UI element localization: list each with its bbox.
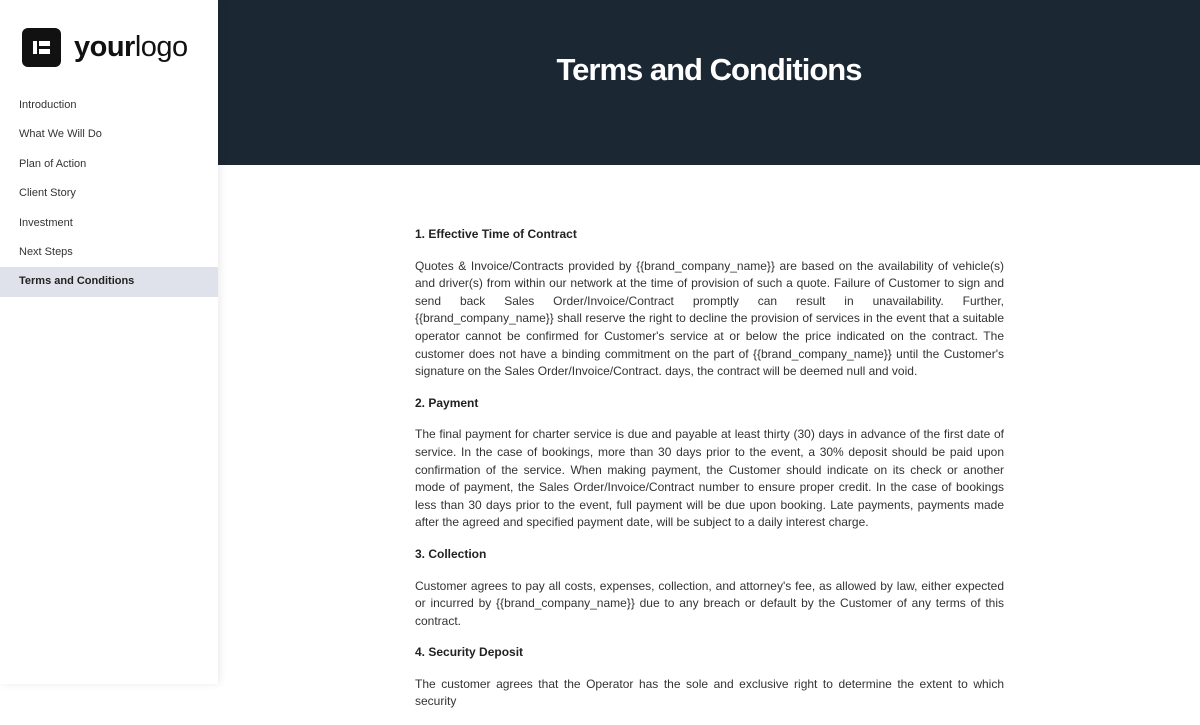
terms-content	[415, 226, 1004, 725]
sidebar-item-investment[interactable]: Investment	[19, 216, 73, 229]
section-body: The customer agrees that the Operator has the sole and exclusive right to determine the extent to which security	[415, 676, 1004, 709]
page-title: Terms and Conditions	[556, 52, 862, 87]
logo-icon	[22, 28, 61, 67]
sidebar-item-what-we-will-do[interactable]: What We Will Do	[19, 128, 102, 141]
section-heading: 3. Collection	[415, 546, 487, 561]
sidebar-item-introduction[interactable]: Introduction	[19, 99, 77, 111]
logo-text-bold: your	[74, 31, 135, 63]
page-header	[218, 0, 1200, 165]
logo[interactable]	[22, 28, 188, 67]
section-body: Customer agrees to pay all costs, expenses, collection, and attorney's fee, as allowed by law, either expected or incurred by {{brand_company_name}} due to any breach or default by the Customer of any terms of this contract.	[415, 578, 1004, 628]
sidebar-item-terms-and-conditions[interactable]: Terms and Conditions	[0, 267, 218, 296]
section-heading: 1. Effective Time of Contract	[415, 227, 577, 241]
section-body: The final payment for charter service is due and payable at least thirty (30) days in advance of the first date of service. In the case of bookings, more than 30 days prior to the event, a 30% deposit should be paid upon confirmation of the service. When making payment, the Customer should indicate on its check or another mode of payment, the Sales Order/Invoice/Contract number to ensure proper credit. In the case of bookings less than 30 days prior to the event, full payment will be due upon booking. Late payments, payments made after the agreed and specified payment date, will be subject to a daily interest charge.	[415, 427, 1004, 530]
logo-text-light: logo	[134, 31, 188, 63]
section-body: Quotes & Invoice/Contracts provided by {{brand_company_name}} are based on the availability of vehicle(s) and driver(s) from within our network at the time of provision of such a quote. Failure of Customer to sign and send back Sales Order/Invoice/Contract promptly can result in unavailability. Further, {{brand_company_name}} shall reserve the right to decline the provision of services in the event that a suitable operator cannot be confirmed for Customer's service at or below the price indicated on the contract. The customer does not have a binding commitment on the part of {{brand_company_name}} until the Customer's signature on the Sales Order/Invoice/Contract. days, the contract will be deemed null and void.	[415, 258, 1004, 379]
sidebar-item-client-story[interactable]: Client Story	[19, 187, 76, 200]
sidebar-item-next-steps[interactable]: Next Steps	[19, 245, 73, 258]
sidebar-nav	[0, 91, 218, 297]
sidebar-item-plan-of-action[interactable]: Plan of Action	[19, 157, 87, 170]
section-heading: 2. Payment	[415, 395, 479, 410]
section-heading: 4. Security Deposit	[415, 645, 524, 660]
logo-text	[74, 31, 188, 64]
sidebar	[0, 0, 218, 684]
